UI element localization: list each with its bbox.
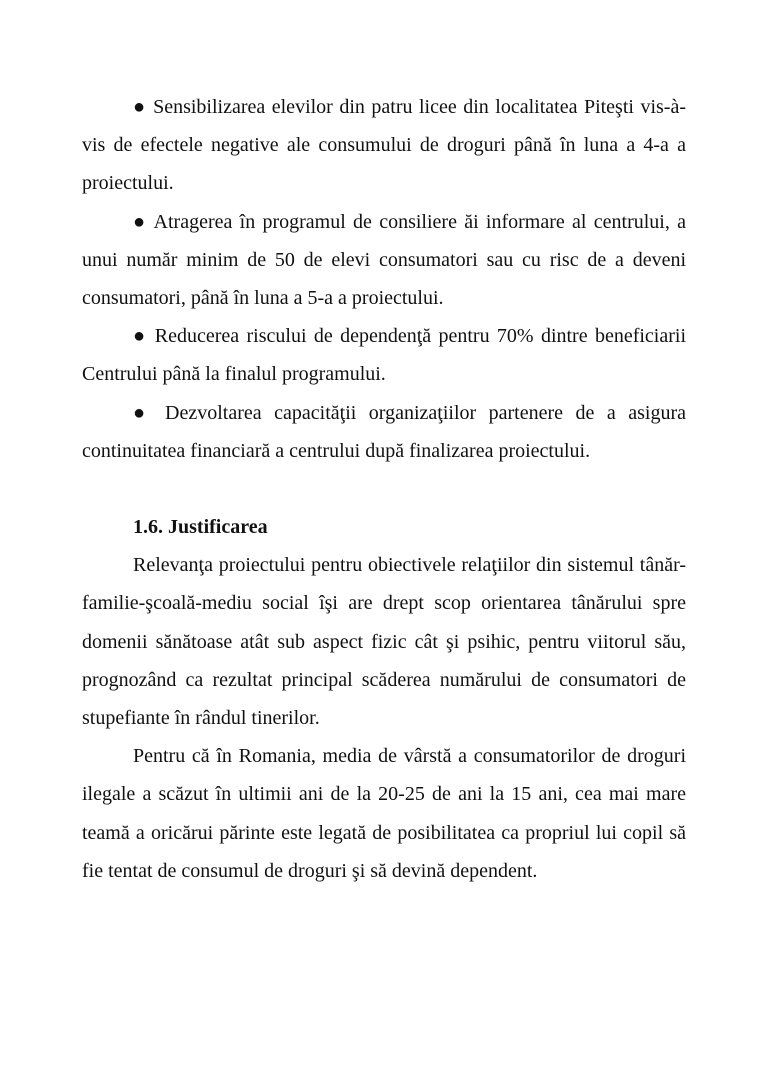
section-body — [82, 546, 686, 890]
justification-section — [82, 508, 686, 890]
body-paragraph: Relevanţa proiectului pentru obiectivele relaţiilor din sistemul tânăr-familie-şcoală-mediu social îşi are drept scop orientarea tânărului spre domenii sănătoase atât sub aspect fizic cât şi psihic, pentru viitorul său, prognozând ca rezultat principal scăderea numărului de consumatori de stupefiante în rândul tinerilor. — [82, 554, 686, 730]
objective-item: ● Sensibilizarea elevilor din patru licee din localitatea Piteşti vis-à-vis de efectele negative ale consumului de droguri până în luna a 4-a a proiectului. — [82, 96, 686, 195]
objectives-list — [82, 88, 686, 470]
objective-item: ● Dezvoltarea capacităţii organizaţiilor partenere de a asigura continuitatea financiară a centrului după finalizarea proiectului. — [82, 401, 686, 462]
objective-item: ● Reducerea riscului de dependenţă pentru 70% dintre beneficiarii Centrului până la finalul programului. — [82, 325, 686, 386]
document-page — [82, 88, 686, 890]
section-heading: 1.6. Justificarea — [133, 516, 268, 539]
body-paragraph: Pentru că în Romania, media de vârstă a consumatorilor de droguri ilegale a scăzut în ultimii ani de la 20-25 de ani la 15 ani, cea mai mare teamă a oricărui părinte este legată de posibilitatea ca propriul lui copil să fie tentat de consumul de droguri şi să devină dependent. — [82, 745, 686, 882]
objective-item: ● Atragerea în programul de consiliere ăi informare al centrului, a unui număr minim de 50 de elevi consumatori sau cu risc de a deveni consumatori, până în luna a 5-a a proiectului. — [82, 210, 686, 310]
